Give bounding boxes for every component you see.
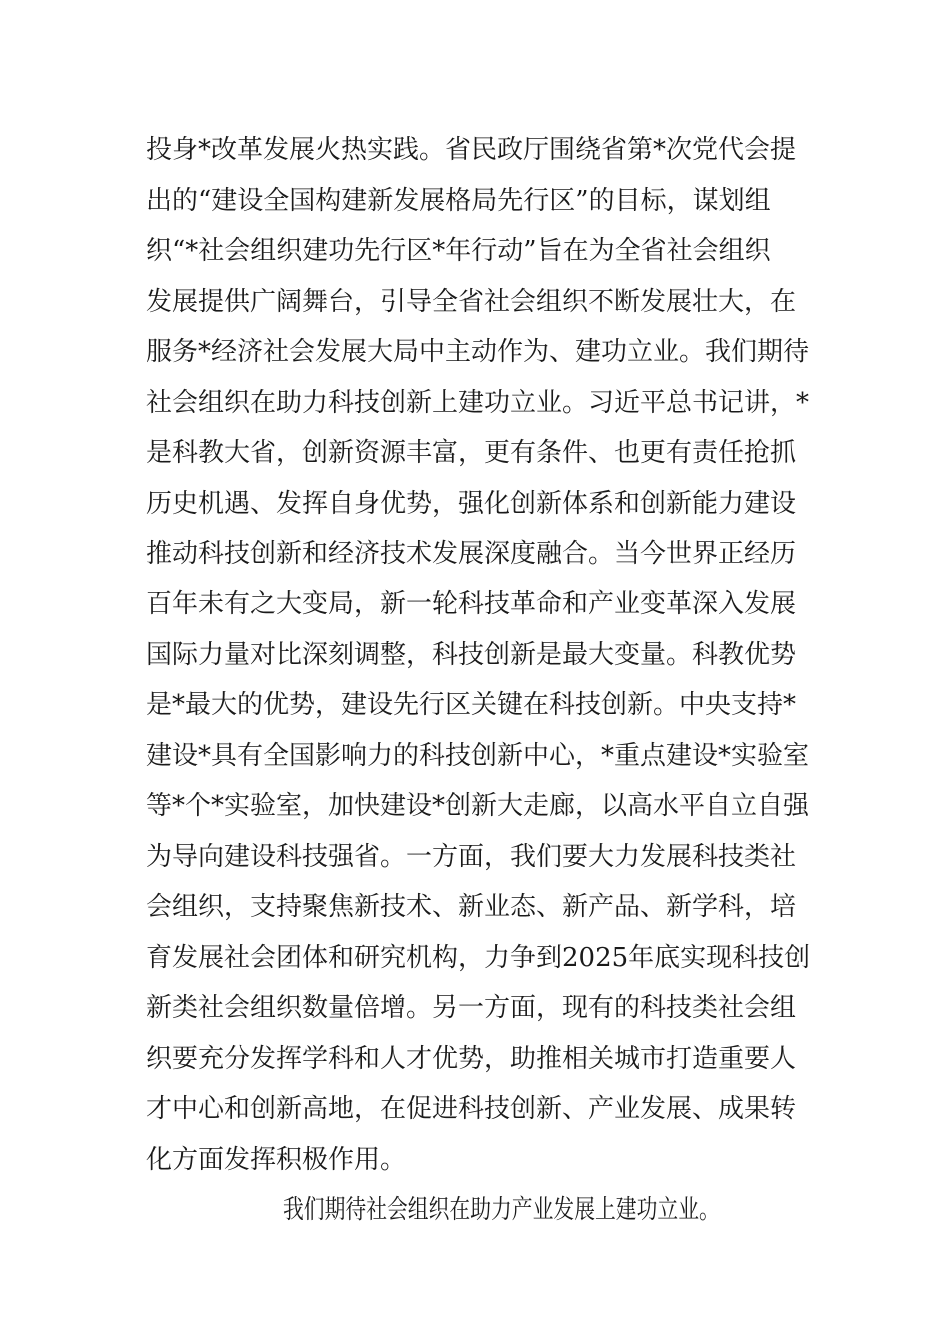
body-text-line: 发展提供广阔舞台，引导全省社会组织不断发展壮大，在 (146, 287, 797, 317)
body-text-line: 织要充分发挥学科和人才优势，助推相关城市打造重要人 (146, 1044, 797, 1074)
body-text-line: 建设*具有全国影响力的科技创新中心，*重点建设*实验室 (146, 741, 810, 771)
body-text-line: 新类社会组织数量倍增。另一方面，现有的科技类社会组 (146, 993, 797, 1023)
body-text-line: 等*个*实验室，加快建设*创新大走廊，以高水平自立自强 (146, 791, 810, 821)
body-text-line: 化方面发挥积极作用。 (146, 1145, 407, 1175)
body-text-line: 投身*改革发展火热实践。省民政厅围绕省第*次党代会提 (146, 135, 797, 165)
body-text-line: 织“*社会组织建功先行区*年行动”旨在为全省社会组织 (146, 236, 771, 266)
body-text-line: 国际力量对比深刻调整，科技创新是最大变量。科教优势 (146, 640, 797, 670)
body-text-line: 才中心和创新高地，在促进科技创新、产业发展、成果转 (146, 1094, 797, 1124)
paragraph-first-line: 我们期待社会组织在助力产业发展上建功立业。 (283, 1195, 720, 1225)
body-text-line: 为导向建设科技强省。一方面，我们要大力发展科技类社 (146, 842, 797, 872)
body-text-line: 出的“建设全国构建新发展格局先行区”的目标，谋划组 (146, 186, 771, 216)
body-text-line: 是科教大省，创新资源丰富，更有条件、也更有责任抢抓 (146, 438, 797, 468)
body-text-line: 育发展社会团体和研究机构，力争到2025年底实现科技创 (146, 943, 811, 973)
body-text-line: 社会组织在助力科技创新上建功立业。习近平总书记讲，* (146, 388, 810, 418)
body-text-line: 百年未有之大变局，新一轮科技革命和产业变革深入发展 (146, 589, 797, 619)
body-text-line: 历史机遇、发挥自身优势，强化创新体系和创新能力建设 (146, 489, 797, 519)
body-text-line: 服务*经济社会发展大局中主动作为、建功立业。我们期待 (146, 337, 810, 367)
body-text-line: 会组织，支持聚焦新技术、新业态、新产品、新学科，培 (146, 892, 797, 922)
body-text-line: 推动科技创新和经济技术发展深度融合。当今世界正经历 (146, 539, 797, 569)
body-text-line: 是*最大的优势，建设先行区关键在科技创新。中央支持* (146, 690, 797, 720)
